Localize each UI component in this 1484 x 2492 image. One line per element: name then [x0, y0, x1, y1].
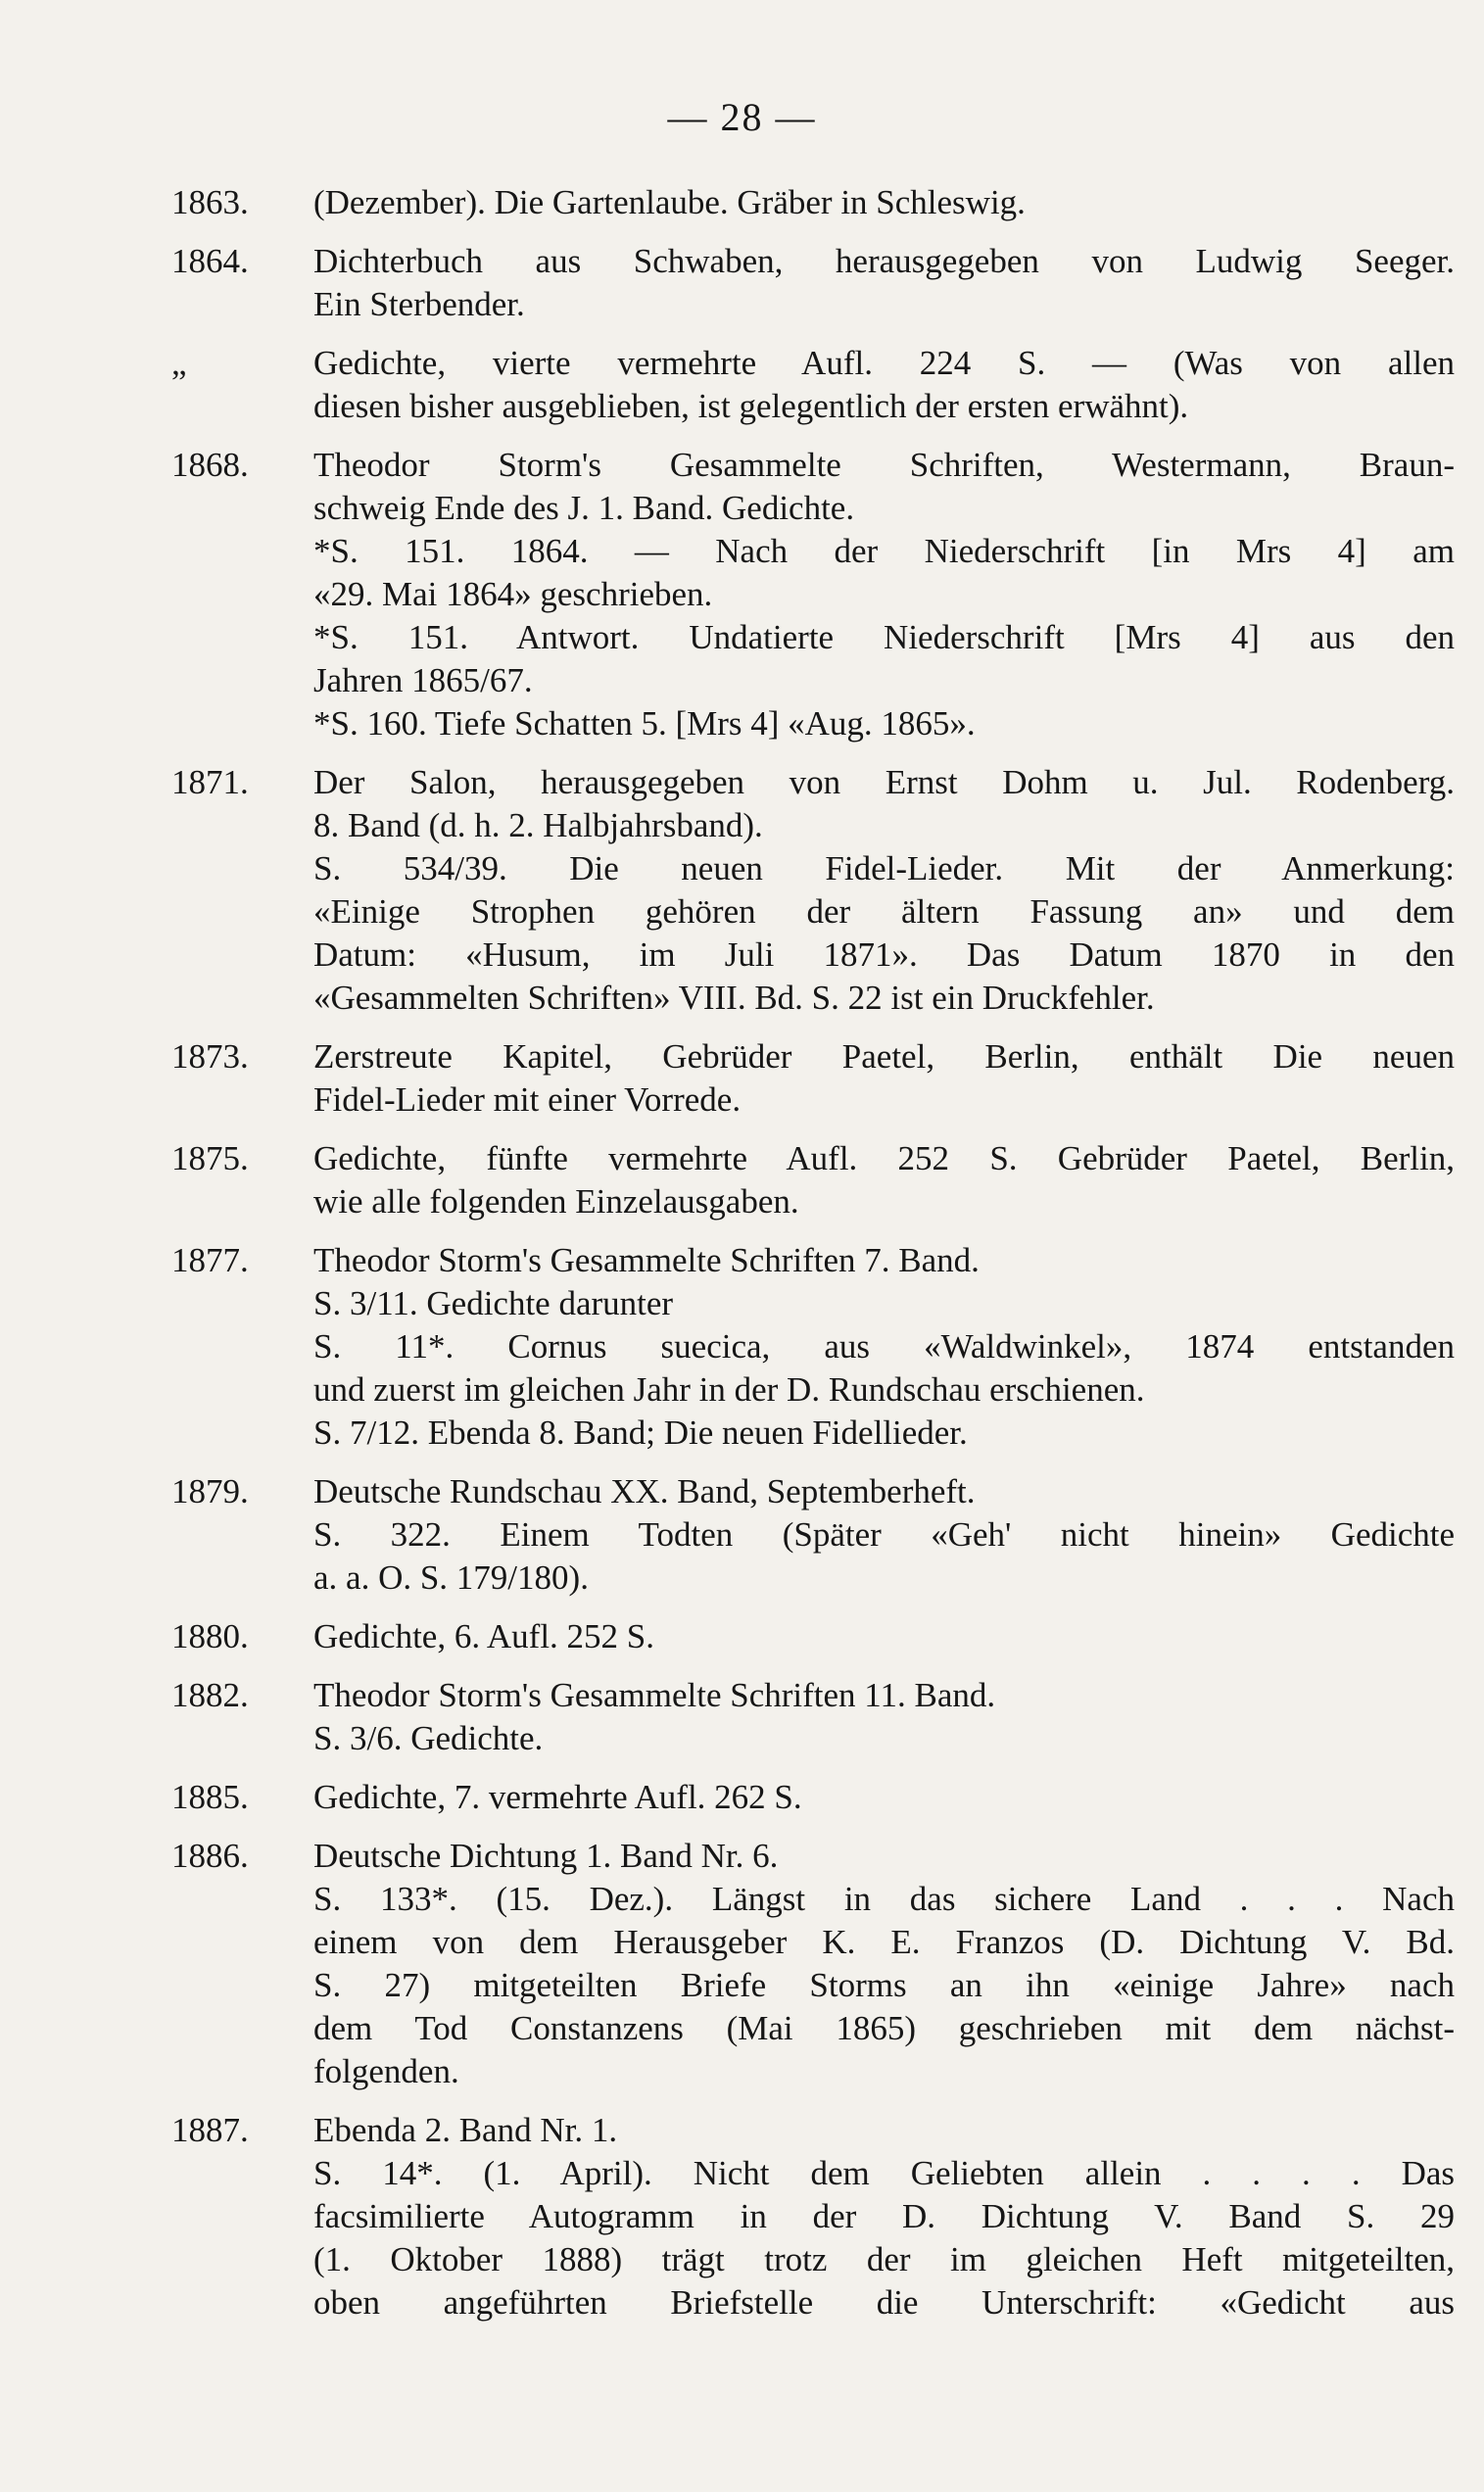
entry-line: S. 3/6. Gedichte. [313, 1719, 544, 1757]
entry-line: Gedichte, 7. vermehrte Aufl. 262 S. [313, 1778, 802, 1816]
entry-line: *S. 151. 1864. — Nach der Niederschrift [in Mrs 4] am [313, 532, 1455, 570]
entry-line: (1. Oktober 1888) trägt trotz der im gleichen Heft mitgeteilten, [313, 2240, 1455, 2278]
bibliography-entry [171, 1239, 1455, 1455]
entry-line: Jahren 1865/67. [313, 661, 533, 699]
bibliography-entry [171, 761, 1455, 1020]
entry-line: Ein Sterbender. [313, 285, 525, 323]
entry-year: 1879. [171, 1472, 249, 1510]
entry-text [313, 1470, 1455, 1600]
entry-year: 1882. [171, 1676, 249, 1714]
entry-line: Dichterbuch aus Schwaben, herausgegeben von Ludwig Seeger. [313, 242, 1455, 280]
entry-line: S. 14*. (1. April). Nicht dem Geliebten allein . . . . Das [313, 2154, 1455, 2192]
entry-line: Zerstreute Kapitel, Gebrüder Paetel, Berlin, enthält Die neuen [313, 1037, 1455, 1076]
entry-text [313, 1035, 1455, 1122]
entry-line: *S. 160. Tiefe Schatten 5. [Mrs 4] «Aug. 1865». [313, 704, 976, 743]
entry-line: Fidel-Lieder mit einer Vorrede. [313, 1080, 742, 1119]
entry-line: Theodor Storm's Gesammelte Schriften, Westermann, Braun- [313, 446, 1455, 484]
entry-line: schweig Ende des J. 1. Band. Gedichte. [313, 489, 855, 527]
bibliography-entry [171, 2109, 1455, 2324]
entry-text [313, 240, 1455, 326]
bibliography-entry [171, 1615, 1455, 1658]
entry-line: Gedichte, fünfte vermehrte Aufl. 252 S. Gebrüder Paetel, Berlin, [313, 1139, 1455, 1177]
entry-line: «Einige Strophen gehören der ältern Fassung an» und dem [313, 892, 1455, 931]
bibliography-entry [171, 1674, 1455, 1760]
entry-text [313, 761, 1455, 1020]
entry-text [313, 1615, 1455, 1658]
entry-line: S. 322. Einem Todten (Später «Geh' nicht hinein» Gedichte [313, 1515, 1455, 1554]
entry-line: folgenden. [313, 2052, 459, 2090]
entry-year: 1880. [171, 1617, 249, 1655]
entry-line: S. 11*. Cornus suecica, aus «Waldwinkel», 1874 entstanden [313, 1327, 1455, 1366]
entry-line: Theodor Storm's Gesammelte Schriften 7. Band. [313, 1241, 980, 1279]
entry-line: S. 7/12. Ebenda 8. Band; Die neuen Fidellieder. [313, 1414, 968, 1452]
entry-line: Theodor Storm's Gesammelte Schriften 11. Band. [313, 1676, 996, 1714]
entry-line: «29. Mai 1864» geschrieben. [313, 575, 713, 613]
bibliography-entry [171, 1035, 1455, 1122]
entry-line: Deutsche Rundschau XX. Band, Septemberheft. [313, 1472, 976, 1510]
entry-line: facsimilierte Autogramm in der D. Dichtung V. Band S. 29 [313, 2197, 1455, 2235]
bibliography-entry [171, 1137, 1455, 1223]
entry-line: S. 133*. (15. Dez.). Längst in das sichere Land . . . Nach [313, 1880, 1455, 1918]
entry-line: dem Tod Constanzens (Mai 1865) geschrieben mit dem nächst- [313, 2009, 1455, 2047]
entry-text [313, 342, 1455, 428]
entry-year: 1877. [171, 1241, 249, 1279]
entry-line: diesen bisher ausgeblieben, ist gelegentlich der ersten erwähnt). [313, 387, 1189, 425]
entry-line: Deutsche Dichtung 1. Band Nr. 6. [313, 1837, 779, 1875]
entry-year: 1863. [171, 183, 249, 221]
entry-line: Der Salon, herausgegeben von Ernst Dohm u. Jul. Rodenberg. [313, 763, 1455, 801]
entry-line: oben angeführten Briefstelle die Unterschrift: «Gedicht aus [313, 2283, 1455, 2322]
entry-year: 1875. [171, 1139, 249, 1177]
entry-line: S. 3/11. Gedichte darunter [313, 1284, 674, 1322]
entry-text [313, 1835, 1455, 2093]
entry-year: 1886. [171, 1837, 249, 1875]
entry-line: und zuerst im gleichen Jahr in der D. Rundschau erschienen. [313, 1370, 1145, 1409]
entry-text [313, 181, 1455, 224]
bibliography-entry [171, 342, 1455, 428]
bibliography-entry [171, 1470, 1455, 1600]
bibliography-entry [171, 181, 1455, 224]
entry-line: S. 534/39. Die neuen Fidel-Lieder. Mit der Anmerkung: [313, 849, 1455, 887]
entry-line: Gedichte, vierte vermehrte Aufl. 224 S. — (Was von allen [313, 344, 1455, 382]
entry-text [313, 1776, 1455, 1819]
entry-year: 1871. [171, 763, 249, 801]
entry-line: a. a. O. S. 179/180). [313, 1558, 589, 1597]
entry-year: 1873. [171, 1037, 249, 1076]
bibliography-entry [171, 1835, 1455, 2093]
entry-line: einem von dem Herausgeber K. E. Franzos (D. Dichtung V. Bd. [313, 1923, 1455, 1961]
entry-line: (Dezember). Die Gartenlaube. Gräber in Schleswig. [313, 183, 1026, 221]
entry-line: S. 27) mitgeteilten Briefe Storms an ihn «einige Jahre» nach [313, 1966, 1455, 2004]
bibliography-entry [171, 444, 1455, 745]
bibliography-entry [171, 240, 1455, 326]
entry-line: Gedichte, 6. Aufl. 252 S. [313, 1617, 655, 1655]
entry-text [313, 2109, 1455, 2324]
entry-year: „ [171, 344, 187, 382]
entry-text [313, 1674, 1455, 1760]
page-number: — 28 — [667, 95, 817, 139]
entry-line: «Gesammelten Schriften» VIII. Bd. S. 22 ist ein Druckfehler. [313, 979, 1155, 1017]
entry-year: 1885. [171, 1778, 249, 1816]
entry-line: Ebenda 2. Band Nr. 1. [313, 2111, 618, 2149]
entry-year: 1887. [171, 2111, 249, 2149]
entry-line: 8. Band (d. h. 2. Halbjahrsband). [313, 806, 763, 844]
entry-line: wie alle folgenden Einzelausgaben. [313, 1182, 799, 1221]
entry-line: *S. 151. Antwort. Undatierte Niederschrift [Mrs 4] aus den [313, 618, 1455, 656]
entry-year: 1864. [171, 242, 249, 280]
bibliography-entry [171, 1776, 1455, 1819]
entry-year: 1868. [171, 446, 249, 484]
bibliography-entries [171, 181, 1455, 2340]
entry-line: Datum: «Husum, im Juli 1871». Das Datum 1870 in den [313, 935, 1455, 974]
entry-text [313, 444, 1455, 745]
entry-text [313, 1137, 1455, 1223]
entry-text [313, 1239, 1455, 1455]
